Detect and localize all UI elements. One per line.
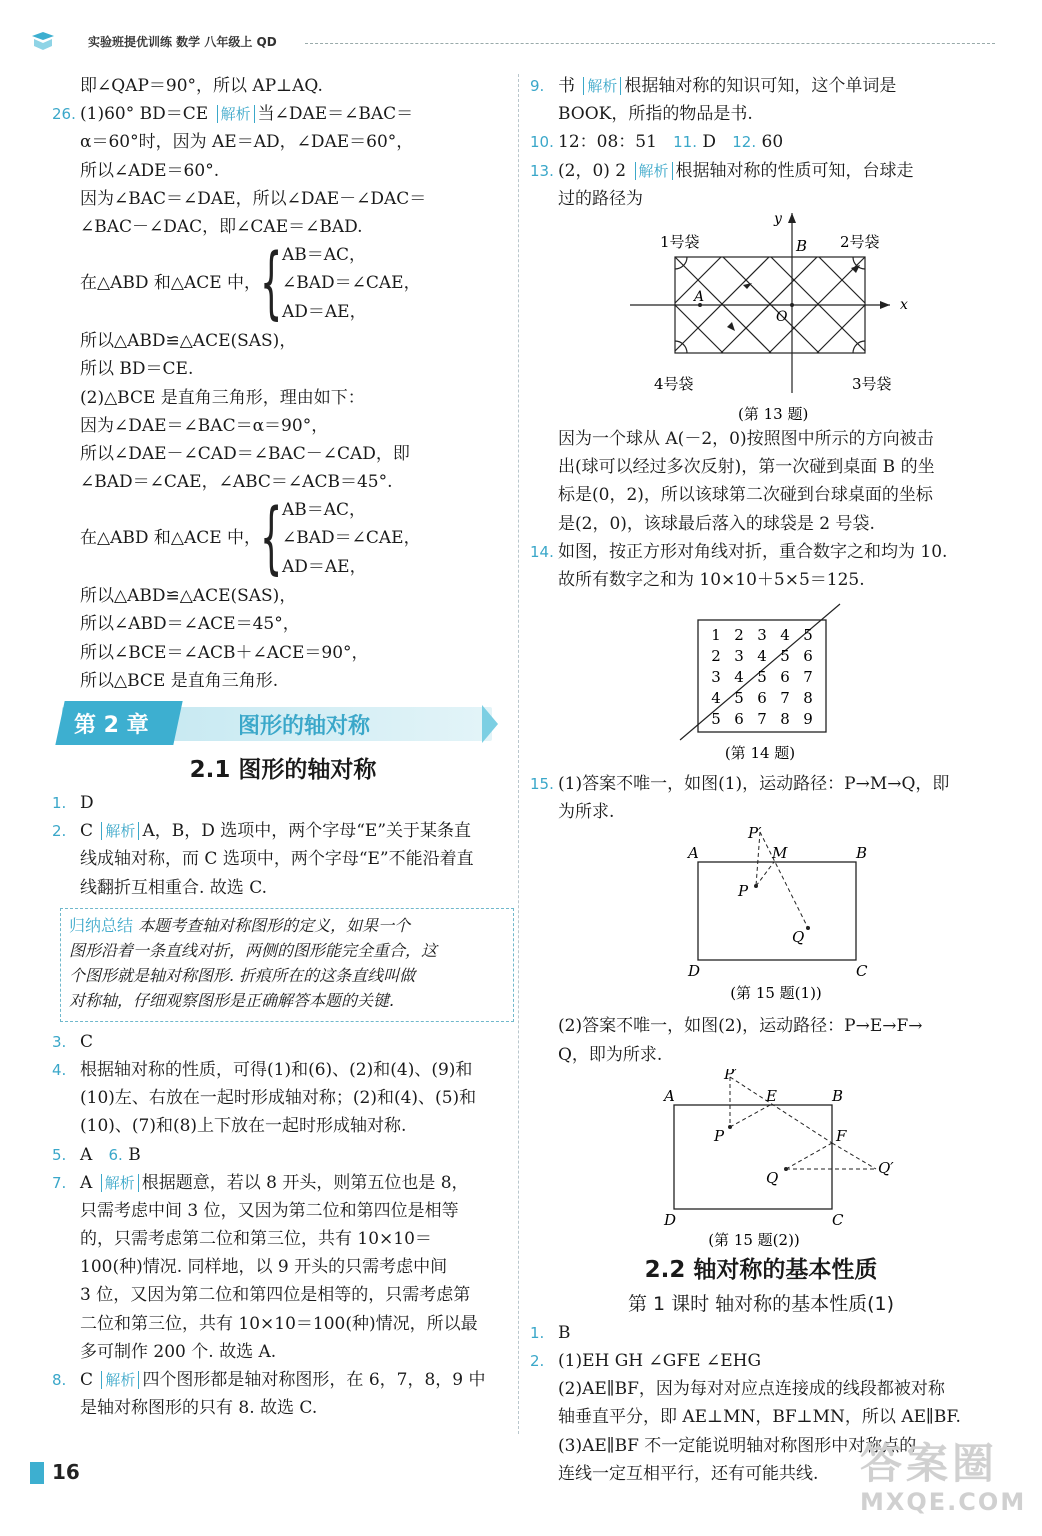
question-number: 1. xyxy=(530,1323,545,1342)
point-p-label: P xyxy=(714,1126,725,1145)
text-line: ∠BAC－∠DAC，即∠CAE＝∠BAD. xyxy=(80,216,363,237)
point-c-label: C xyxy=(832,1210,844,1229)
grid-number: 6 xyxy=(780,668,790,687)
equation: ∠BAD＝∠CAE， xyxy=(282,273,421,294)
summary-text: 对称轴，仔细观察图形是正确解答本题的关键. xyxy=(69,990,395,1010)
right-column xyxy=(530,72,992,1488)
answer-text: 根据轴对称的性质，可得(1)和(6)、(2)和(4)、(9)和 xyxy=(80,1059,473,1080)
x-axis-label: x xyxy=(900,296,908,313)
question-number: 15. xyxy=(530,775,554,794)
figure-13 xyxy=(530,213,992,425)
answer-15 xyxy=(530,770,992,798)
brace-icon: { xyxy=(260,493,283,584)
point-p-label: P xyxy=(738,882,749,901)
summary-tag: 归纳总结 xyxy=(69,915,134,935)
text-line: 即∠QAP＝90°，所以 AP⊥AQ. xyxy=(80,76,323,96)
grid-number: 6 xyxy=(734,710,744,729)
text-line: (10)、(7)和(8)上下放在一起时形成轴对称. xyxy=(80,1116,407,1137)
text-line: 线成轴对称，而 C 选项中，两个字母“E”不能沿着直 xyxy=(80,849,474,870)
text-line: 所以△ABD≌△ACE(SAS)， xyxy=(80,586,297,607)
grid-number: 9 xyxy=(803,710,813,729)
answer-text: D xyxy=(80,793,94,813)
chapter-title: 图形的轴对称 xyxy=(238,714,371,739)
grid-number: 3 xyxy=(711,668,721,687)
grid-number: 5 xyxy=(803,626,813,645)
answer-text: B xyxy=(558,1322,571,1343)
question-number: 5. xyxy=(52,1145,67,1164)
grid-number: 2 xyxy=(711,647,721,666)
grid-number: 7 xyxy=(780,689,790,708)
answer-4 xyxy=(52,1056,514,1084)
left-column xyxy=(52,72,514,1422)
text-line: 所以△ABD≌△ACE(SAS)， xyxy=(80,331,297,352)
figure-15-2 xyxy=(530,1069,992,1251)
grid-number: 4 xyxy=(757,647,767,666)
text-line: 标是(0，2)，所以该球第二次碰到台球桌面的坐标 xyxy=(558,485,933,506)
path-diagram-1 xyxy=(530,826,992,1012)
question-number: 3. xyxy=(52,1032,67,1051)
equation: AB＝AC， xyxy=(282,245,367,266)
text-line: 是轴对称图形的只有 8. 故选 C. xyxy=(80,1398,318,1419)
grid-number: 2 xyxy=(734,626,744,645)
point-f-label: F xyxy=(836,1126,847,1145)
grid-number: 4 xyxy=(711,689,721,708)
page-header xyxy=(30,30,990,54)
analysis-tag: 解析 xyxy=(101,822,139,840)
question-number: 4. xyxy=(52,1060,67,1079)
figure-caption: (第 14 题) xyxy=(724,744,796,763)
equation: AB＝AC， xyxy=(282,500,367,521)
grid-number: 6 xyxy=(757,689,767,708)
grid-number: 1 xyxy=(711,626,721,645)
text-line: 3 位，又因为第二位和第四位是相等的，只需考虑第 xyxy=(80,1285,471,1306)
watermark-text: 答案圈 xyxy=(860,1439,999,1488)
text-line: 只需考虑中间 3 位，又因为第二位和第四位是相等 xyxy=(80,1200,459,1221)
text-line: 二位和第三位，共有 10×10＝100(种)情况，所以最 xyxy=(80,1313,478,1334)
section-title: 2.1 图形的轴对称 xyxy=(189,757,377,783)
equation: ∠BAD＝∠CAE， xyxy=(282,528,421,549)
question-number: 1. xyxy=(52,794,67,812)
question-number: 13. xyxy=(530,161,554,180)
text-line: 所以∠ABD＝∠ACE＝45°， xyxy=(80,614,300,635)
point-a-label: A xyxy=(694,288,705,305)
text-line: 因为∠DAE＝∠BAC＝α＝90°， xyxy=(80,415,329,436)
grid-number: 8 xyxy=(780,710,790,729)
book-logo-icon xyxy=(30,30,56,54)
point-q-label: Q xyxy=(792,928,805,947)
text-line: 所以 BD＝CE. xyxy=(80,359,194,380)
pocket-4-label: 4号袋 xyxy=(654,374,694,393)
text-line: 是(2，0)，该球最后落入的球袋是 2 号袋. xyxy=(558,513,875,534)
text-line: 所以△BCE 是直角三角形. xyxy=(80,670,279,691)
analysis-tag: 解析 xyxy=(217,105,255,123)
text-line: (2)△BCE 是直角三角形，理由如下： xyxy=(80,387,365,408)
text-line: 所以∠BCE＝∠ACB＋∠ACE＝90°， xyxy=(80,642,369,663)
text-line: α＝60°时，因为 AE＝AD，∠DAE＝60°， xyxy=(80,132,414,153)
grid-number: 3 xyxy=(757,626,767,645)
figure-caption: (第 15 题(1)) xyxy=(730,984,822,1003)
number-grid-diagram xyxy=(530,594,992,770)
system-label: 在△ABD 和△ACE 中， xyxy=(80,528,262,549)
pocket-3-label: 3号袋 xyxy=(852,374,892,393)
analysis-tag: 解析 xyxy=(101,1371,139,1389)
point-d-label: D xyxy=(664,1210,677,1229)
answer-text: C xyxy=(80,1031,94,1052)
analysis-tag: 解析 xyxy=(583,77,621,95)
answer-9 xyxy=(530,72,992,100)
grid-number: 7 xyxy=(757,710,767,729)
point-a-label: A xyxy=(664,1086,675,1105)
chevron-right-icon xyxy=(482,705,498,743)
question-number: 2. xyxy=(52,822,67,841)
text-line: 多可制作 200 个. 故选 A. xyxy=(80,1341,277,1362)
answer-8 xyxy=(52,1366,514,1394)
answer-text: A xyxy=(80,1172,93,1193)
answer-2 xyxy=(52,817,514,845)
summary-text: 图形沿着一条直线对折，两侧的图形能完全重合，这 xyxy=(69,940,438,960)
point-q-prime-label: Q′ xyxy=(878,1158,894,1177)
answer-text: 12：08：51 xyxy=(558,132,657,153)
answer-text: 书 xyxy=(558,76,575,96)
answer-5-6 xyxy=(52,1141,514,1169)
book-title: 实验班提优训练 数学 八年级上 QD xyxy=(88,35,277,49)
point-b-label: B xyxy=(856,844,868,863)
chapter-number: 第 2 章 xyxy=(74,713,149,738)
page-number: 16 xyxy=(52,1460,80,1484)
summary-box xyxy=(60,908,514,1022)
y-axis-label: y xyxy=(774,212,782,227)
question-number: 7. xyxy=(52,1173,67,1192)
answer-1 xyxy=(52,789,514,817)
text-line: 过的路径为 xyxy=(558,188,643,209)
grid-number: 3 xyxy=(734,647,744,666)
question-number: 14. xyxy=(530,542,554,561)
answer-3 xyxy=(52,1028,514,1056)
text-line: (2)答案不唯一，如图(2)，运动路径：P→E→F→ xyxy=(558,1016,923,1037)
answer-13 xyxy=(530,157,992,185)
answer-text: 根据轴对称的性质可知，台球走 xyxy=(675,160,914,181)
grid-number: 5 xyxy=(757,668,767,687)
text-line: (2)AE∥BF，因为每对对应点连接成的线段都被对称 xyxy=(558,1379,945,1400)
text-line: (10)左、右放在一起时形成轴对称；(2)和(4)、(5)和 xyxy=(80,1088,477,1109)
pocket-1-label: 1号袋 xyxy=(660,232,700,251)
answer-text: 根据轴对称的知识可知，这个单词是 xyxy=(624,76,897,96)
analysis-tag: 解析 xyxy=(635,162,673,180)
grid-number: 6 xyxy=(803,647,813,666)
pocket-2-label: 2号袋 xyxy=(840,232,880,251)
question-number: 8. xyxy=(52,1371,67,1389)
question-number: 10. xyxy=(530,133,554,152)
path-diagram-2 xyxy=(530,1069,992,1251)
header-rule xyxy=(305,43,995,44)
text-line: BOOK，所指的物品是书. xyxy=(558,104,753,125)
question-number: 12. xyxy=(732,133,757,152)
text-line: 轴垂直平分，即 AE⊥MN，BF⊥MN，所以 AE∥BF. xyxy=(558,1407,961,1428)
text-line: Q，即为所求. xyxy=(558,1044,663,1065)
system-label: 在△ABD 和△ACE 中， xyxy=(80,273,262,294)
point-e-label: E xyxy=(766,1086,777,1105)
answer-text: 如图，按正方形对角线对折，重合数字之和均为 10. xyxy=(558,541,948,562)
grid-number: 5 xyxy=(711,710,721,729)
answer-p1 xyxy=(530,1319,992,1347)
text-line: 连线一定互相平行，还有可能共线. xyxy=(558,1463,819,1484)
billiard-diagram xyxy=(530,213,992,425)
point-c-label: C xyxy=(856,962,868,981)
answer-7 xyxy=(52,1169,514,1197)
question-number: 9. xyxy=(530,77,545,95)
text-line: 所以∠ADE＝60°. xyxy=(80,160,220,181)
answer-text: A，B，D 选项中，两个字母“E”关于某条直 xyxy=(142,821,472,842)
point-q-label: Q xyxy=(766,1168,779,1187)
question-number: 2. xyxy=(530,1352,545,1370)
column-divider xyxy=(518,74,519,1434)
equation: AD＝AE， xyxy=(282,556,367,577)
point-p-prime-label: P′ xyxy=(724,1068,738,1083)
point-d-label: D xyxy=(688,962,701,981)
text-line: 因为∠BAC＝∠DAE，所以∠DAE－∠DAC＝ xyxy=(80,188,427,209)
answer-text: 四个图形都是轴对称图形，在 6，7，8，9 中 xyxy=(142,1370,486,1390)
figure-14 xyxy=(530,594,992,770)
text-line: 线翻折互相重合. 故选 C. xyxy=(80,877,268,898)
text-line: 的，只需考虑第二位和第三位，共有 10×10＝ xyxy=(80,1229,432,1250)
text-line: (3)AE∥BF 不一定能说明轴对称图形中对称点的 xyxy=(558,1435,917,1456)
answer-text: A xyxy=(80,1144,93,1165)
equation-system xyxy=(52,238,514,329)
answer-text: D xyxy=(702,132,717,153)
grid-number: 4 xyxy=(780,626,790,645)
question-number: 11. xyxy=(673,133,697,152)
answer-text: C xyxy=(80,821,94,842)
answer-text: (1)60° BD＝CE xyxy=(80,104,209,125)
text-line: 所以∠DAE－∠CAD＝∠BAC－∠CAD，即 xyxy=(80,443,410,464)
answer-text: 当∠DAE＝∠BAC＝ xyxy=(257,104,414,125)
figure-15-1 xyxy=(530,826,992,1012)
figure-caption: (第 15 题(2)) xyxy=(708,1230,800,1249)
text-line: 故所有数字之和为 10×10＋5×5＝125. xyxy=(558,569,865,590)
chapter-banner xyxy=(52,699,514,751)
answer-text: B xyxy=(128,1144,141,1165)
answer-text: (1)EH GH ∠GFE ∠EHG xyxy=(558,1351,762,1371)
answer-text: 60 xyxy=(761,132,784,153)
text-line: 为所求. xyxy=(558,802,615,823)
equation-system xyxy=(52,493,514,584)
answer-p2 xyxy=(530,1347,992,1375)
brace-icon: { xyxy=(260,238,283,329)
answer-14 xyxy=(530,538,992,566)
point-m-label: M xyxy=(772,844,788,863)
answer-26 xyxy=(52,100,514,128)
text-line: 因为一个球从 A(－2，0)按照图中所示的方向被击 xyxy=(558,428,934,449)
answer-text: 根据题意，若以 8 开头，则第五位也是 8， xyxy=(141,1172,469,1193)
point-p-prime-label: P′ xyxy=(748,826,762,843)
text-line: ∠BAD＝∠CAE，∠ABC＝∠ACB＝45°. xyxy=(80,472,393,493)
text-line: 100(种)情况. 同样地，以 9 开头的只需考虑中间 xyxy=(80,1257,448,1278)
watermark-url: MXQE.COM xyxy=(860,1488,1027,1516)
grid-number: 5 xyxy=(780,647,790,666)
watermark xyxy=(860,1440,1026,1516)
question-number: 26. xyxy=(52,105,76,124)
section-title: 2.2 轴对称的基本性质 xyxy=(644,1256,878,1283)
origin-label: O xyxy=(776,308,788,325)
text-line: 出(球可以经过多次反射)，第一次碰到桌面 B 的坐 xyxy=(558,457,935,478)
grid-number: 8 xyxy=(803,689,813,708)
grid-number: 7 xyxy=(803,668,813,687)
answer-text: C xyxy=(80,1370,94,1390)
figure-caption: (第 13 题) xyxy=(738,404,809,423)
page-number-marker xyxy=(30,1462,44,1484)
analysis-tag: 解析 xyxy=(101,1174,139,1192)
summary-text: 个图形就是轴对称图形. 折痕所在的这条直线叫做 xyxy=(69,965,416,985)
grid-number: 4 xyxy=(734,668,744,687)
point-b-label: B xyxy=(832,1086,844,1105)
question-number: 6. xyxy=(108,1145,123,1164)
answer-10-12 xyxy=(530,128,992,156)
grid-number: 5 xyxy=(734,689,744,708)
equation: AD＝AE， xyxy=(282,301,367,322)
answer-text: (2，0) 2 xyxy=(558,160,627,181)
point-a-label: A xyxy=(688,844,699,863)
answer-text: (1)答案不唯一，如图(1)，运动路径：P→M→Q，即 xyxy=(558,774,950,795)
point-b-label: B xyxy=(796,236,808,255)
summary-text: 本题考查轴对称图形的定义，如果一个 xyxy=(138,915,411,935)
lesson-title: 第 1 课时 轴对称的基本性质(1) xyxy=(627,1292,895,1315)
